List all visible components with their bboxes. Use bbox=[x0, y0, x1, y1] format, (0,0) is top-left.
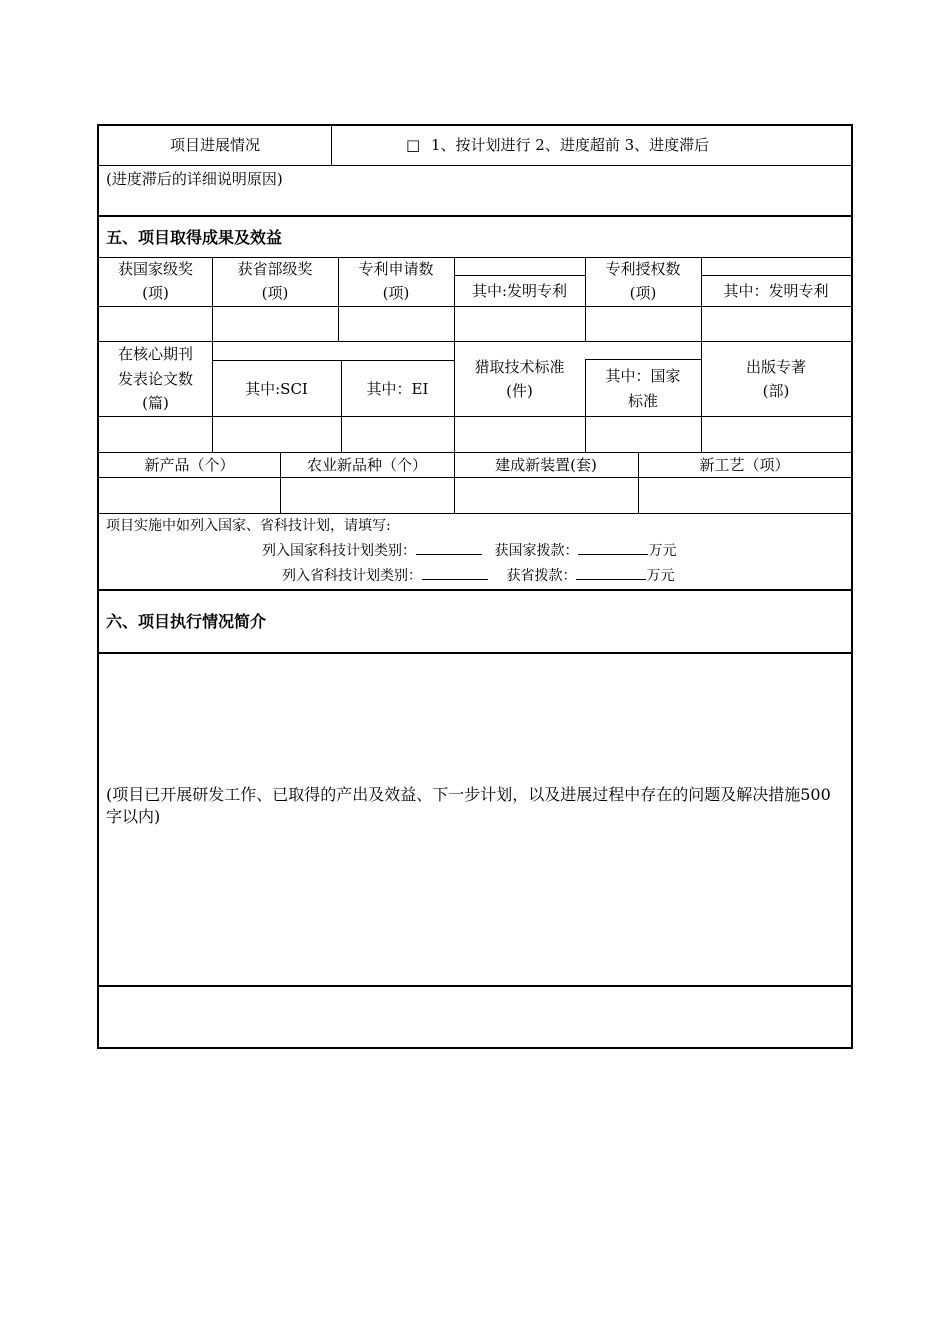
national-plan-line bbox=[262, 540, 676, 562]
section5-title: 五、项目取得成果及效益 bbox=[106, 228, 283, 247]
new-product-label: 新产品（个） bbox=[144, 456, 235, 474]
checkbox-icon[interactable]: □ bbox=[406, 136, 421, 154]
national-standard-label-1: 其中：国家 bbox=[605, 367, 681, 385]
patent-apply-unit: (项) bbox=[382, 284, 410, 302]
grid-line bbox=[99, 477, 851, 478]
national-plan-type-blank[interactable] bbox=[416, 540, 482, 555]
execution-summary-instruction: (项目已开展研发工作、已取得的产出及效益、下一步计划，以及进展过程中存在的问题及解决措施500字以内) bbox=[106, 785, 831, 826]
ei-label: 其中：EI bbox=[366, 380, 429, 398]
new-device-label: 建成新装置(套) bbox=[495, 456, 597, 474]
national-award-label: 获国家级奖 bbox=[117, 260, 193, 278]
patent-grant-unit: (项) bbox=[629, 284, 657, 302]
section-divider bbox=[99, 985, 851, 987]
progress-options[interactable] bbox=[406, 134, 709, 156]
provincial-award-unit: (项) bbox=[261, 284, 289, 302]
grid-line bbox=[99, 306, 851, 307]
grid-line bbox=[585, 359, 701, 360]
section6-title: 六、项目执行情况简介 bbox=[106, 612, 267, 631]
grid-line bbox=[99, 452, 851, 453]
grid-line bbox=[331, 126, 332, 165]
provincial-fund-label: 获省拨款： bbox=[506, 568, 577, 584]
grid-line bbox=[212, 360, 454, 361]
core-papers-label-1: 在核心期刊 bbox=[117, 345, 193, 363]
grid-line bbox=[341, 360, 342, 452]
grid-line bbox=[99, 416, 851, 417]
provincial-award-label: 获省部级奖 bbox=[237, 260, 313, 278]
national-plan-type-label: 列入国家科技计划类别： bbox=[262, 543, 416, 559]
section-divider bbox=[99, 215, 851, 217]
monograph-unit: (部) bbox=[762, 382, 790, 400]
patent-apply-invention-label: 其中:发明专利 bbox=[471, 282, 568, 300]
provincial-plan-type-label: 列入省科技计划类别： bbox=[282, 568, 422, 584]
progress-options-text: 1、按计划进行 2、进度超前 3、进度滞后 bbox=[430, 136, 710, 154]
grid-line bbox=[99, 513, 851, 514]
tech-standard-unit: (件) bbox=[506, 382, 533, 400]
new-process-label: 新工艺（项） bbox=[699, 456, 790, 474]
grid-line bbox=[99, 165, 851, 166]
core-papers-label-2: 发表论文数 bbox=[117, 370, 193, 388]
new-variety-label: 农业新品种（个） bbox=[306, 456, 427, 474]
sci-label: 其中:SCI bbox=[245, 380, 308, 398]
grid-line bbox=[701, 275, 851, 276]
national-award-unit: (项) bbox=[142, 284, 169, 302]
provincial-fund-unit: 万元 bbox=[646, 568, 675, 584]
grid-line bbox=[454, 275, 585, 276]
national-fund-unit: 万元 bbox=[648, 543, 677, 559]
tech-standard-label: 猎取技术标准 bbox=[474, 358, 565, 376]
core-papers-unit: (篇) bbox=[142, 394, 169, 412]
section-divider bbox=[99, 652, 851, 654]
plan-intro: 项目实施中如列入国家、省科技计划，请填写: bbox=[106, 518, 391, 534]
national-standard-label-2: 标准 bbox=[627, 392, 658, 410]
monograph-label: 出版专著 bbox=[745, 358, 806, 376]
patent-grant-label: 专利授权数 bbox=[605, 260, 681, 278]
national-fund-blank[interactable] bbox=[578, 540, 648, 555]
patent-grant-invention-label: 其中：发明专利 bbox=[723, 282, 829, 300]
provincial-plan-type-blank[interactable] bbox=[422, 565, 488, 580]
national-fund-label: 获国家拨款： bbox=[494, 543, 579, 559]
provincial-fund-blank[interactable] bbox=[576, 565, 646, 580]
provincial-plan-line bbox=[282, 565, 674, 587]
patent-apply-label: 专利申请数 bbox=[358, 260, 434, 278]
section-divider bbox=[99, 589, 851, 591]
delay-reason-note: (进度滞后的详细说明原因) bbox=[106, 170, 283, 188]
progress-label: 项目进展情况 bbox=[169, 136, 260, 154]
